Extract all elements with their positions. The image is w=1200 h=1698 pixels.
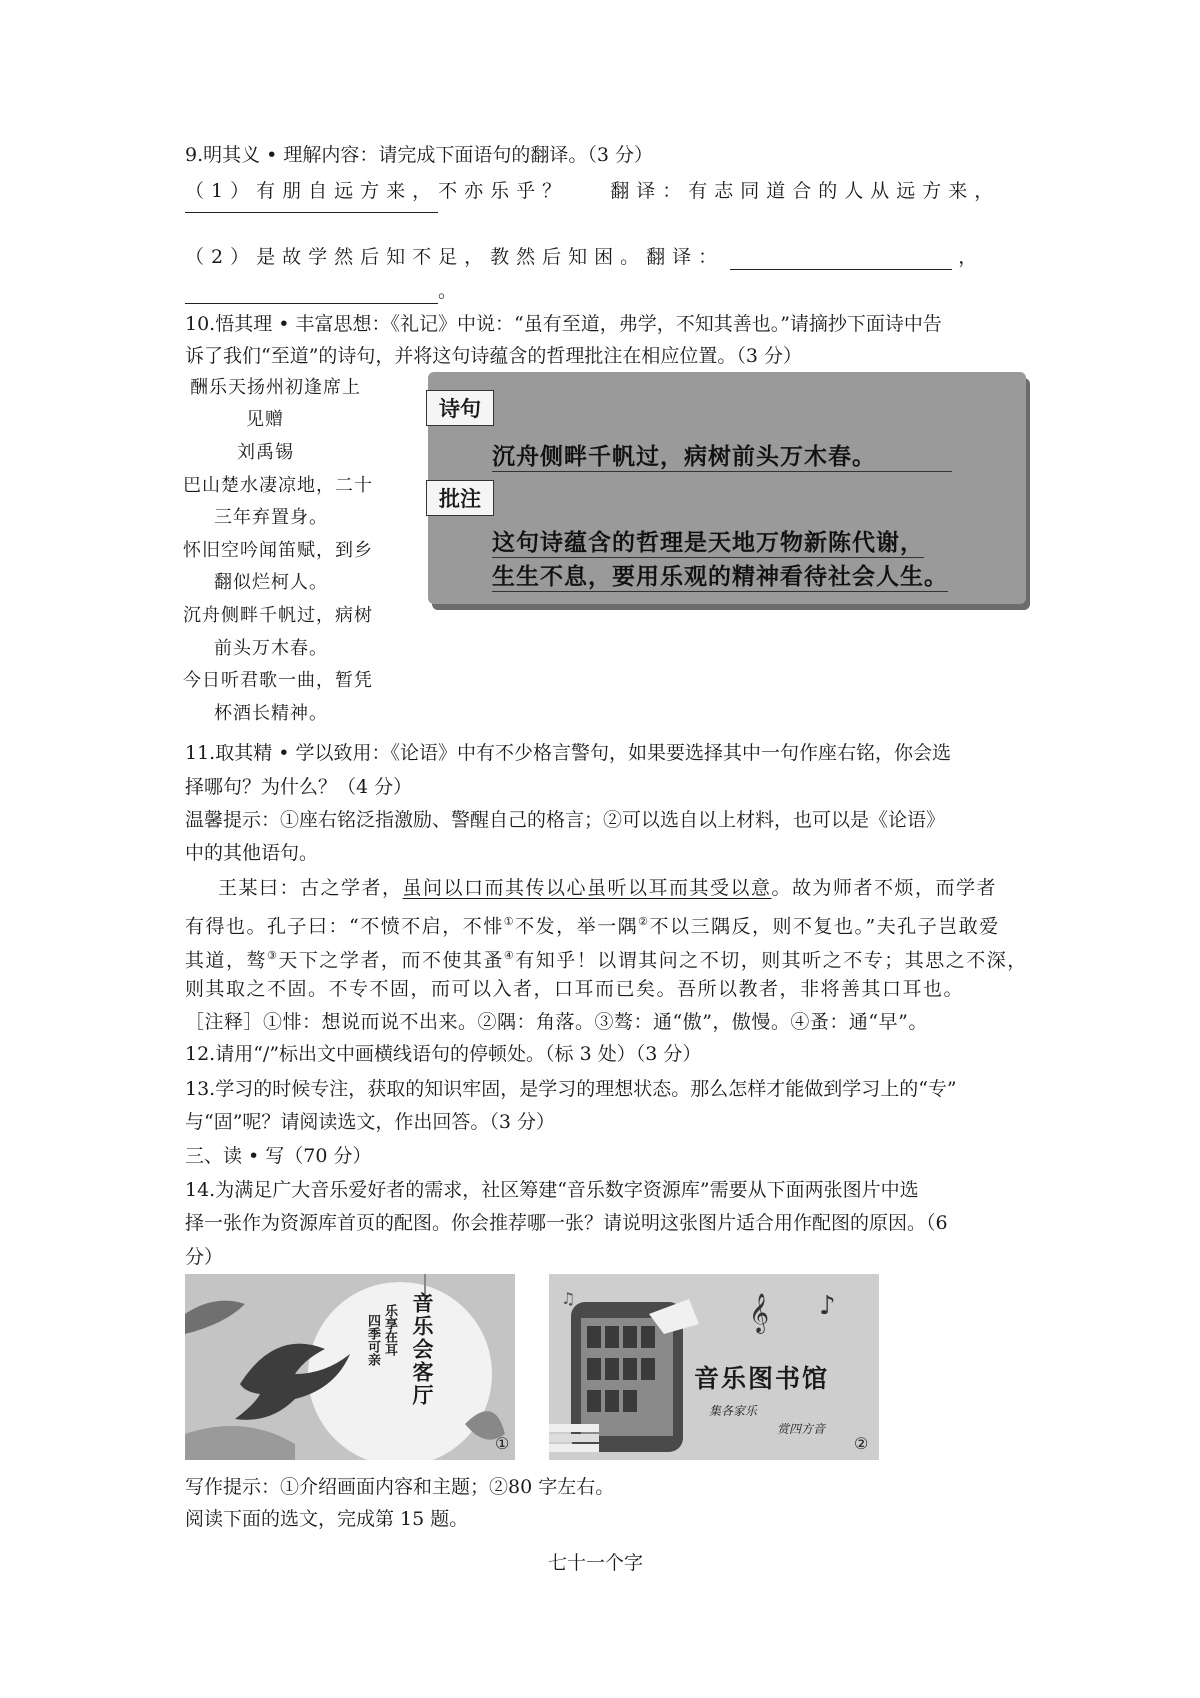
note-tag: 批注 (426, 480, 494, 516)
svg-text:𝄞: 𝄞 (749, 1293, 770, 1333)
q11-line1: 11.取其精 • 学以致用：《论语》中有不少格言警句，如果要选择其中一句作座右铭，你会选 (185, 742, 952, 764)
verse-tag: 诗句 (426, 390, 494, 426)
q14-line1: 14.为满足广大音乐爱好者的需求，社区筹建“音乐数字资源库”需要从下面两张图片中选 (185, 1179, 919, 1201)
q9-item2-source: （2）是故学然后知不足，教然后知困。翻译： (185, 246, 725, 268)
q12-text: 12.请用“/”标出文中画横线语句的停顿处。（标 3 处）（3 分） (185, 1043, 702, 1065)
q9-title: 9.明其义 • 理解内容：请完成下面语句的翻译。（3 分） (185, 144, 654, 166)
passage-line-2: 有得也。孔子曰：“不愤不启，不悱①不发，举一隅②不以三隅反，则不复也。”夫孔子岂敢爱 (185, 915, 1000, 938)
q13-line1: 13.学习的时候专注，获取的知识牢固，是学习的理想状态。那么怎样才能做到学习上的“专” (185, 1078, 957, 1100)
poem-line: 杯酒长精神。 (214, 703, 328, 724)
poem-line: 巴山楚水凄凉地，二十 (183, 475, 373, 496)
q9-item1 (185, 178, 1000, 204)
q9-item2-answer-blank-2[interactable] (185, 283, 438, 304)
poem-title-1: 酬乐天扬州初逢席上 (190, 377, 361, 398)
poem-line: 怀旧空吟闻笛赋，到乡 (183, 540, 373, 561)
image-1-sub-2: 四季可亲 (365, 1314, 380, 1366)
poem-line: 沉舟侧畔千帆过，病树 (183, 605, 373, 626)
image-2-sub-2: 赏四方音 (777, 1422, 826, 1436)
note-line-1: 这句诗蕴含的哲理是天地万物新陈代谢， (492, 524, 924, 558)
q9-item2-comma: ， (958, 246, 978, 268)
footer-text: 七十一个字 (548, 1552, 644, 1574)
q13-line2: 与“固”呢？请阅读选文，作出回答。（3 分） (185, 1111, 556, 1133)
passage-line-4: 则其取之不固。不专不固，而可以入者，口耳而已矣。吾所以教者，非将善其口耳也。 (185, 978, 965, 1000)
q9-item2 (185, 244, 977, 270)
image-1-illustration (185, 1274, 515, 1460)
annotation-card (428, 372, 1026, 604)
poem-author: 刘禹锡 (237, 442, 294, 463)
q11-tip-1: 温馨提示：①座右铭泛指激励、警醒自己的格言；②可以选自以上材料，也可以是《论语》 (185, 809, 946, 831)
q14-line3: 分） (185, 1246, 224, 1268)
poem-line: 今日听君歌一曲，暂凭 (183, 670, 373, 691)
poem-line: 翻似烂柯人。 (214, 572, 328, 593)
poem-line: 三年弃置身。 (214, 507, 328, 528)
passage-line-3: 其道，骜③天下之学者，而不使其蚤④有知乎！以谓其问之不切，则其听之不专；其思之不深， (185, 949, 1028, 972)
image-1-number: ① (495, 1434, 510, 1453)
poem-title-2: 见赠 (246, 409, 284, 430)
writing-tip: 写作提示：①介绍画面内容和主题；②80 字左右。 (185, 1476, 615, 1498)
q9-item1-answer-blank[interactable] (185, 212, 438, 213)
passage-line-1b: 。故为师者不烦，而学者 (771, 877, 998, 899)
image-2-sub-1: 集各家乐 (709, 1404, 758, 1418)
passage-line-1a: 王某曰：古之学者， (218, 877, 403, 899)
image-2-number: ② (854, 1434, 869, 1453)
svg-text:♪: ♪ (819, 1291, 836, 1321)
note-line-2: 生生不息，要用乐观的精神看待社会人生。 (492, 558, 948, 592)
q9-item1-source: （1）有朋自远方来，不亦乐乎？ (185, 180, 569, 202)
section-3-heading: 三、读 • 写（70 分） (185, 1145, 372, 1167)
poem-line: 前头万木春。 (214, 638, 328, 659)
q10-line1: 10.悟其理 • 丰富思想：《礼记》中说：“虽有至道，弗学，不知其善也。”请摘抄下面诗中告 (185, 313, 942, 335)
music-library-image (549, 1274, 879, 1460)
q9-item2-answer-blank-1[interactable] (730, 249, 952, 270)
reading-intro: 阅读下面的选文，完成第 15 题。 (185, 1508, 469, 1530)
q10-line2: 诉了我们“至道”的诗句，并将这句诗蕴含的哲理批注在相应位置。（3 分） (185, 345, 803, 367)
passage-notes: ［注释］①悱：想说而说不出来。②隅：角落。③骜：通“傲”，傲慢。④蚤：通“早”。 (185, 1011, 928, 1033)
q14-line2: 择一张作为资源库首页的配图。你会推荐哪一张？请说明这张图片适合用作配图的原因。（6 (185, 1212, 948, 1234)
q9-item2-cont (185, 278, 457, 304)
q11-line2: 择哪句？为什么？（4 分） (185, 776, 413, 798)
music-living-room-image (185, 1274, 515, 1460)
passage-line-1 (218, 875, 997, 901)
q9-item2-period: 。 (438, 280, 458, 302)
underlined-sentence: 虽问以口而其传以心虽听以耳而其受以意 (402, 877, 772, 899)
svg-text:♫: ♫ (561, 1289, 576, 1308)
q9-item1-translation: 翻译：有志同道合的人从远方来， (610, 180, 1001, 202)
verse-text: 沉舟侧畔千帆过，病树前头万木春。 (492, 438, 952, 472)
q11-tip-2: 中的其他语句。 (185, 842, 319, 864)
image-2-title: 音乐图书馆 (694, 1364, 830, 1393)
image-1-sub-1: 乐享在耳 (382, 1304, 397, 1356)
image-1-title: 音乐会客厅 (410, 1292, 435, 1407)
